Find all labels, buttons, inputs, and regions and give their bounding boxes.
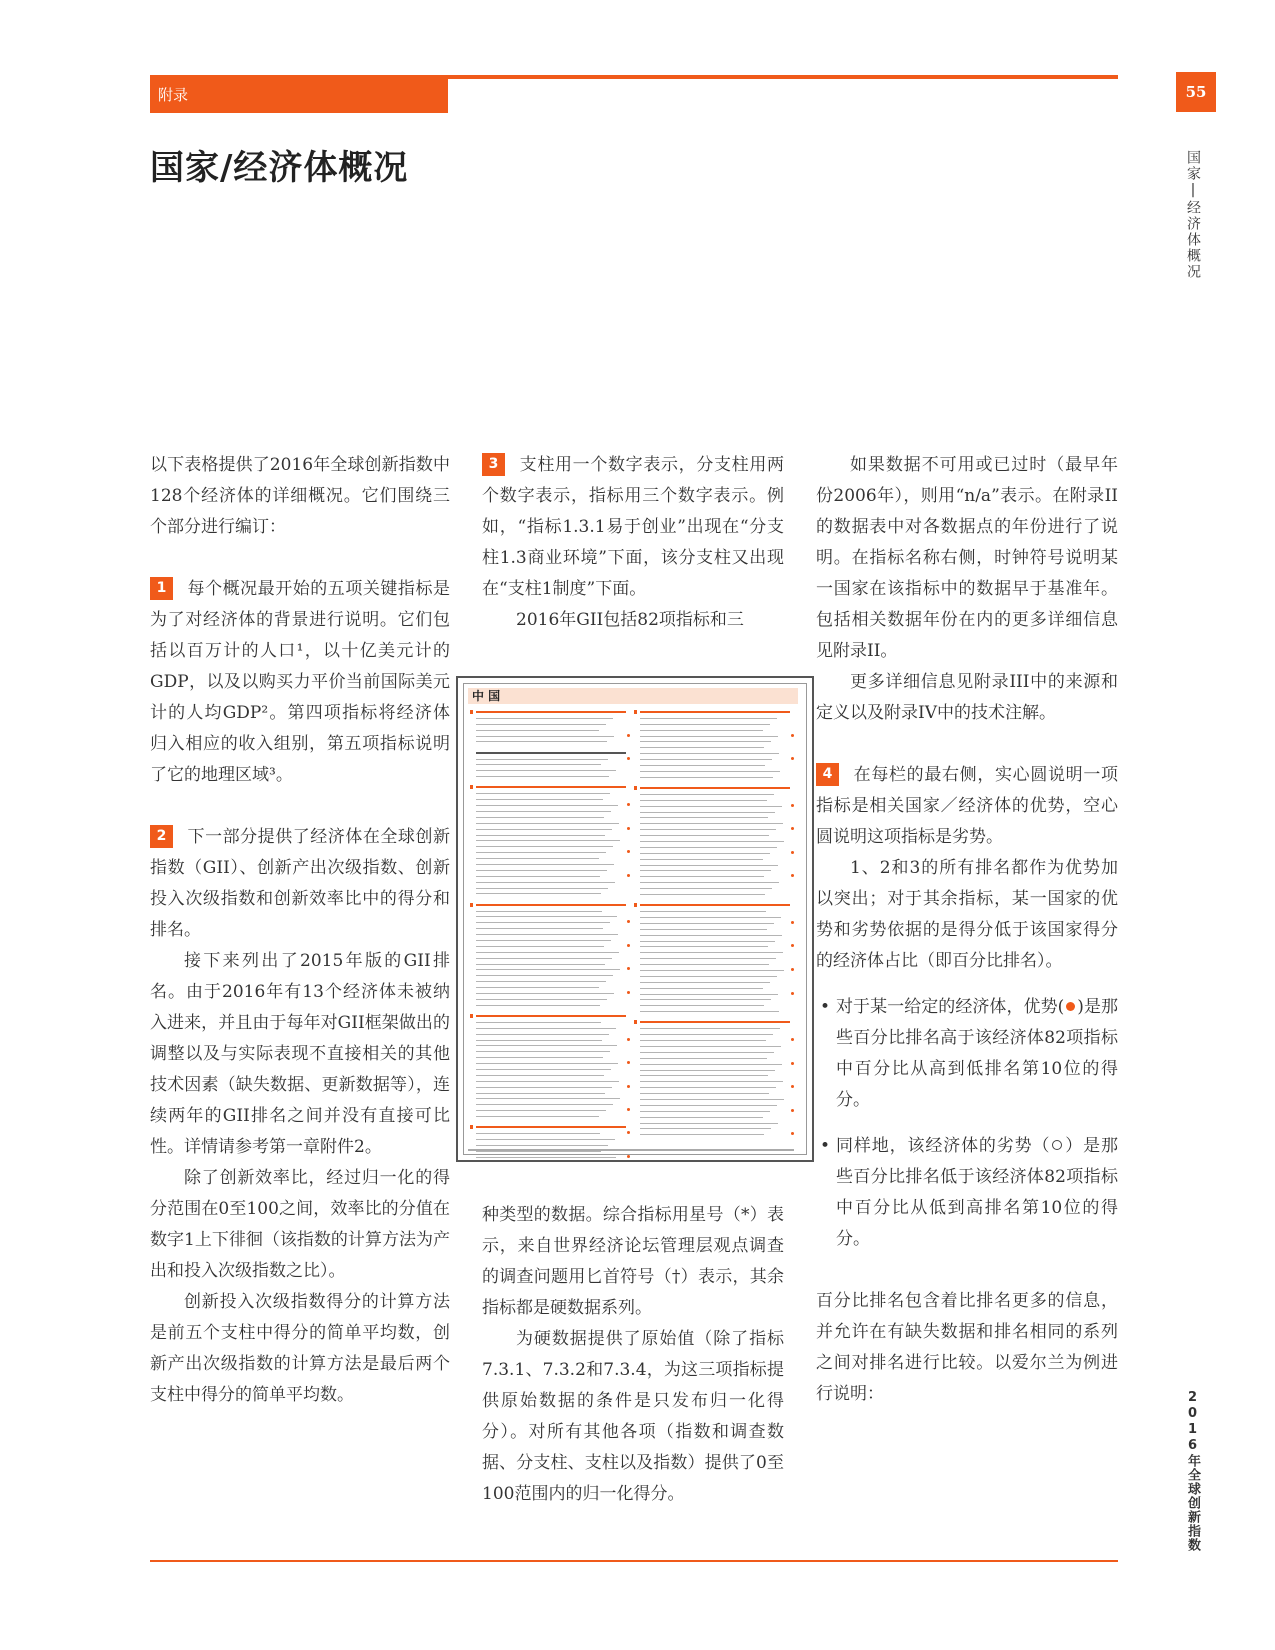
thumbnail-row <box>634 798 794 803</box>
section-4-text: 在每栏的最右侧，实心圆说明一项指标是相关国家／经济体的优势，空心圆说明这项指标是劣势。 <box>816 765 1118 847</box>
thumbnail-row <box>470 1155 630 1160</box>
thumbnail-row <box>634 1032 794 1037</box>
thumbnail-row <box>634 851 794 856</box>
thumbnail-row <box>470 850 630 855</box>
thumbnail-row <box>634 763 794 768</box>
thumbnail-row <box>634 1050 794 1055</box>
footer-rule <box>150 1560 1118 1562</box>
thumbnail-row <box>470 1055 630 1060</box>
thumbnail-row <box>470 780 630 784</box>
paragraph: 百分比排名包含着比排名更多的信息，并允许在有缺失数据和排名相同的系列之间对排名进行比较。以爱尔兰为例进行说明： <box>816 1291 1118 1404</box>
bullet-text: 对于某一给定的经济体，优势( <box>836 997 1065 1017</box>
thumbnail-row <box>634 739 794 744</box>
thumbnail-row <box>634 769 794 774</box>
thumbnail-row <box>634 1003 794 1008</box>
thumbnail-row <box>634 1097 794 1102</box>
thumbnail-row <box>470 797 630 802</box>
thumbnail-row <box>634 1009 794 1014</box>
thumbnail-row <box>470 1108 630 1113</box>
paragraph: 为硬数据提供了原始值（除了指标7.3.1、7.3.2和7.3.4，为这三项指标提供原始数据的条件是只发布归一化得分）。对所有其他各项（指数和调查数据、分支柱、支柱以及指数）提供了0至100范围内的归一化得分。 <box>482 1329 784 1504</box>
section-number-2: 2 <box>150 825 173 848</box>
thumbnail-row <box>470 844 630 849</box>
thumbnail-row <box>470 862 630 867</box>
text-column-2-top <box>482 450 784 636</box>
thumbnail-row <box>470 751 630 756</box>
thumbnail-row <box>634 804 794 809</box>
bullet-text: 同样地，该经济体的劣势（ <box>836 1136 1051 1156</box>
side-publication-title: 2016年全球创新指数 <box>1185 1390 1200 1552</box>
thumbnail-row <box>470 1091 630 1096</box>
intro-paragraph: 以下表格提供了2016年全球创新指数中128个经济体的详细概况。它们围绕三个部分进行编订： <box>150 455 450 537</box>
thumbnail-row <box>470 803 630 808</box>
thumbnail-row <box>634 992 794 997</box>
thumbnail-row <box>634 1085 794 1090</box>
thumbnail-row <box>470 1026 630 1031</box>
thumbnail-row <box>470 967 630 972</box>
thumbnail-row <box>470 785 630 790</box>
thumbnail-row <box>634 815 794 820</box>
thumbnail-row <box>470 886 630 891</box>
thumbnail-row <box>634 1115 794 1120</box>
paragraph: 种类型的数据。综合指标用星号（*）表示，来自世界经济论坛管理层观点调查的调查问题用匕首符号（†）表示，其余指标都是硬数据系列。 <box>482 1205 784 1318</box>
bullet-text: ）是那些百分比排名低于该经济体82项指标中百分比从低到高排名第10位的得分。 <box>836 1136 1119 1249</box>
text-column-2-bottom <box>482 1200 784 1510</box>
thumbnail-row <box>470 716 630 721</box>
paragraph: 除了创新效率比，经过归一化的得分范围在0至100之间，效率比的分值在数字1上下徘徊（该指数的计算方法为产出和投入次级指数之比）。 <box>150 1168 450 1281</box>
thumbnail-title: 中 国 <box>468 688 798 704</box>
thumbnail-row <box>470 979 630 984</box>
thumbnail-row <box>470 962 630 967</box>
thumbnail-row <box>470 1009 630 1013</box>
thumbnail-row <box>470 809 630 814</box>
thumbnail-row <box>470 874 630 879</box>
thumbnail-row <box>470 838 630 843</box>
thumbnail-row <box>634 863 794 868</box>
thumbnail-row <box>634 1091 794 1096</box>
thumbnail-row <box>634 1073 794 1078</box>
section-number-4: 4 <box>816 763 839 786</box>
thumbnail-row <box>634 722 794 727</box>
paragraph: 如果数据不可用或已过时（最早年份2006年），则用“n/a”表示。在附录II的数据表中对各数据点的年份进行了说明。在指标名称右侧，时钟符号说明某一国家在该指标中的数据早于基准年。包括相关数据年份在内的更多详细信息见附录II。 <box>816 455 1118 661</box>
section-3-text: 支柱用一个数字表示，分支柱用两个数字表示，指标用三个数字表示。例如，“指标1.3.1易于创业”出现在“分支柱1.3商业环境”下面，该分支柱又出现在“支柱1制度”下面。 <box>482 455 784 599</box>
sample-profile-thumbnail <box>456 676 814 1162</box>
thumbnail-row <box>634 775 794 780</box>
thumbnail-row <box>470 833 630 838</box>
thumbnail-row <box>634 909 794 914</box>
thumbnail-row <box>634 1109 794 1114</box>
section-label: 附录 <box>158 86 189 104</box>
thumbnail-row <box>470 956 630 961</box>
thumbnail-row <box>634 886 794 891</box>
thumbnail-row <box>634 1068 794 1073</box>
side-running-title: 国家|经济体概况 <box>1185 150 1201 280</box>
thumbnail-column-right <box>634 710 794 1138</box>
thumbnail-row <box>634 734 794 739</box>
bullet-weakness <box>816 1131 1118 1255</box>
thumbnail-row <box>634 933 794 938</box>
text-column-3 <box>816 450 1118 1410</box>
page-title: 国家/经济体概况 <box>150 148 409 188</box>
thumbnail-row <box>634 1020 794 1025</box>
thumbnail-row <box>634 833 794 838</box>
thumbnail-row <box>634 915 794 920</box>
thumbnail-row <box>634 845 794 850</box>
thumbnail-row <box>470 914 630 919</box>
thumbnail-row <box>470 1131 630 1136</box>
thumbnail-row <box>470 762 630 767</box>
thumbnail-row <box>470 791 630 796</box>
thumbnail-row <box>470 973 630 978</box>
thumbnail-row <box>634 1062 794 1067</box>
thumbnail-row <box>634 1044 794 1049</box>
paragraph: 接下来列出了2015年版的GII排名。由于2016年有13个经济体未被纳入进来，并且由于每年对GII框架做出的调整以及与实际表现不直接相关的其他技术因素（缺失数据、更新数据等），连续两年的GII排名之间并没有直接可比性。详情请参考第一章附件2。 <box>150 951 450 1157</box>
thumbnail-row <box>470 774 630 779</box>
thumbnail-row <box>634 827 794 832</box>
thumbnail-row <box>470 1114 630 1119</box>
section-1-text: 每个概况最开始的五项关键指标是为了对经济体的背景进行说明。它们包括以百万计的人口¹，以十亿美元计的GDP，以及以购买力平价当前国际美元计的人均GDP²。第四项指标将经济体归入相应的收入组别，第五项指标说明了它的地理区域³。 <box>150 579 450 785</box>
thumbnail-row <box>470 1032 630 1037</box>
thumbnail-row <box>634 1056 794 1061</box>
thumbnail-row <box>470 985 630 990</box>
thumbnail-row <box>634 716 794 721</box>
thumbnail-row <box>634 1015 794 1019</box>
thumbnail-row <box>634 821 794 826</box>
thumbnail-row <box>634 710 794 715</box>
thumbnail-row <box>634 1126 794 1131</box>
thumbnail-row <box>634 781 794 785</box>
thumbnail-row <box>470 1067 630 1072</box>
thumbnail-row <box>634 956 794 961</box>
thumbnail-row <box>634 927 794 932</box>
thumbnail-row <box>634 980 794 985</box>
thumbnail-row <box>470 880 630 885</box>
section-3-paragraph <box>482 450 784 605</box>
thumbnail-row <box>634 986 794 991</box>
thumbnail-row <box>470 1020 630 1025</box>
thumbnail-row <box>470 1014 630 1019</box>
thumbnail-row <box>470 757 630 762</box>
thumbnail-row <box>470 827 630 832</box>
thumbnail-row <box>634 745 794 750</box>
thumbnail-row <box>634 810 794 815</box>
thumbnail-row <box>470 938 630 943</box>
paragraph: 更多详细信息见附录III中的来源和定义以及附录IV中的技术注解。 <box>816 672 1118 723</box>
thumbnail-row <box>634 868 794 873</box>
thumbnail-row <box>634 857 794 862</box>
thumbnail-row <box>470 909 630 914</box>
thumbnail-row <box>634 921 794 926</box>
thumbnail-row <box>470 734 630 739</box>
thumbnail-row <box>634 786 794 791</box>
thumbnail-footnote-line <box>468 1149 794 1151</box>
thumbnail-row <box>470 903 630 908</box>
paragraph: 2016年GII包括82项指标和三 <box>516 610 744 630</box>
thumbnail-row <box>470 821 630 826</box>
thumbnail-row <box>634 1103 794 1108</box>
bullet-strength <box>816 992 1118 1116</box>
thumbnail-row <box>470 950 630 955</box>
thumbnail-row <box>634 898 794 902</box>
thumbnail-row <box>634 968 794 973</box>
thumbnail-row <box>470 920 630 925</box>
thumbnail-row <box>470 710 630 715</box>
text-column-1 <box>150 450 450 1411</box>
thumbnail-row <box>634 792 794 797</box>
thumbnail-row <box>634 974 794 979</box>
thumbnail-row <box>634 751 794 756</box>
thumbnail-row <box>470 1120 630 1124</box>
thumbnail-row <box>470 997 630 1002</box>
thumbnail-row <box>470 1003 630 1008</box>
thumbnail-row <box>470 932 630 937</box>
thumbnail-row <box>470 991 630 996</box>
thumbnail-row <box>634 874 794 879</box>
section-2-text: 下一部分提供了经济体在全球创新指数（GII）、创新产出次级指数、创新投入次级指数和创新效率比中的得分和排名。 <box>150 827 450 940</box>
thumbnail-row <box>470 926 630 931</box>
thumbnail-column-left <box>470 710 630 1161</box>
section-number-3: 3 <box>482 453 505 476</box>
thumbnail-row <box>634 997 794 1002</box>
thumbnail-row <box>470 728 630 733</box>
thumbnail-row <box>470 868 630 873</box>
thumbnail-row <box>634 892 794 897</box>
thumbnail-row <box>634 950 794 955</box>
thumbnail-row <box>470 1102 630 1107</box>
thumbnail-row <box>634 880 794 885</box>
thumbnail-row <box>634 757 794 762</box>
thumbnail-row <box>634 1079 794 1084</box>
thumbnail-row <box>634 728 794 733</box>
section-2-paragraph <box>150 822 450 946</box>
thumbnail-row <box>470 856 630 861</box>
paragraph: 1、2和3的所有排名都作为优势加以突出；对于其余指标，某一国家的优势和劣势依据的是得分低于该国家得分的经济体占比（即百分比排名）。 <box>816 858 1118 971</box>
section-tab <box>150 75 448 113</box>
thumbnail-row <box>634 944 794 949</box>
paragraph: 创新投入次级指数得分的计算方法是前五个支柱中得分的简单平均数，创新产出次级指数的计算方法是最后两个支柱中得分的简单平均数。 <box>150 1292 450 1405</box>
thumbnail-row <box>470 1038 630 1043</box>
thumbnail-row <box>634 1121 794 1126</box>
thumbnail-row <box>470 891 630 896</box>
bullet-text: )是那些百分比排名高于该经济体82项指标中百分比从高到低排名第10位的得分。 <box>836 997 1118 1110</box>
thumbnail-row <box>470 1079 630 1084</box>
thumbnail-row <box>470 1043 630 1048</box>
thumbnail-row <box>470 745 630 749</box>
thumbnail-row <box>634 1038 794 1043</box>
thumbnail-row <box>470 722 630 727</box>
thumbnail-row <box>470 815 630 820</box>
section-4-paragraph <box>816 760 1118 853</box>
thumbnail-row <box>634 962 794 967</box>
filled-circle-icon <box>1066 1002 1075 1011</box>
page-number: 55 <box>1176 72 1216 112</box>
section-number-1: 1 <box>150 577 173 600</box>
thumbnail-row <box>470 768 630 773</box>
thumbnail-row <box>470 1049 630 1054</box>
section-1-paragraph <box>150 574 450 791</box>
hollow-circle-icon <box>1052 1140 1062 1150</box>
thumbnail-row <box>470 1061 630 1066</box>
thumbnail-row <box>634 939 794 944</box>
thumbnail-row <box>470 944 630 949</box>
thumbnail-row <box>470 1125 630 1130</box>
thumbnail-row <box>470 739 630 744</box>
thumbnail-row <box>634 903 794 908</box>
thumbnail-row <box>470 1085 630 1090</box>
thumbnail-row <box>470 1143 630 1148</box>
thumbnail-row <box>470 1096 630 1101</box>
thumbnail-row <box>470 897 630 901</box>
thumbnail-row <box>470 1137 630 1142</box>
bullet-list <box>816 992 1118 1255</box>
thumbnail-row <box>470 1073 630 1078</box>
thumbnail-row <box>634 1132 794 1137</box>
thumbnail-row <box>634 1026 794 1031</box>
thumbnail-row <box>634 839 794 844</box>
